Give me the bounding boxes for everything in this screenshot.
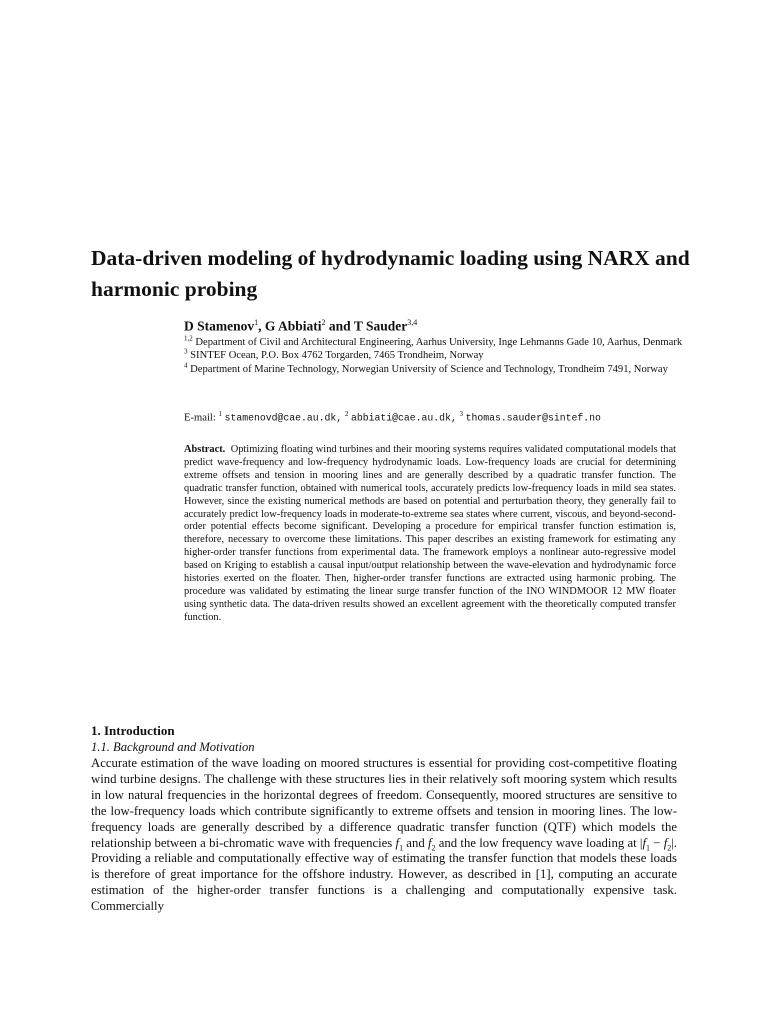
affiliation-text: Department of Civil and Architectural Engineering, Aarhus University, Inge Lehmanns Gade 10, Aarhus, Denmark — [195, 337, 683, 348]
abstract-label: Abstract. — [184, 444, 226, 455]
affiliation — [184, 363, 684, 376]
math-symbol: f — [663, 835, 668, 850]
section-heading: 1. Introduction — [91, 723, 175, 738]
abstract-text: Optimizing floating wind turbines and their mooring systems requires validated computational models that predict wave-frequency and low-frequency hydrodynamic loads. Low-frequency loads are crucial for determining extreme offsets and tension in mooring lines and are generally described by a quadratic transfer function. The quadratic transfer function, obtained with numerical tools, accurately predicts low-frequency loads in mild sea states. However, since the existing numerical methods are based on potential and perturbation theory, they generally fail to accurately predict low-frequency loads in moderate-to-extreme sea states where current, viscous, and beyond-second-order potential effects become significant. Developing a procedure for empirical transfer function estimation is, therefore, necessary to overcome these limitations. This paper describes an existing framework for estimating any higher-order transfer functions from experimental data. The framework employs a nonlinear auto-regressive model based on Kriging to establish a causal input/output relationship between the wave-elevation and hydrodynamic force histories exerted on the floater. Then, higher-order transfer functions are extracted using harmonic probing. The procedure was validated by estimating the linear surge transfer function of the INO WINDMOOR 12 MW floater using synthetic data. The data-driven results showed an excellent agreement with the theoretically computed transfer function. — [184, 444, 677, 623]
email-link[interactable]: abbiati@cae.au.dk, — [351, 412, 457, 424]
email-link[interactable]: thomas.sauder@sintef.no — [465, 412, 601, 424]
email-label: E-mail: — [184, 412, 216, 424]
affiliation-text: Department of Marine Technology, Norwegian University of Science and Technology, Trondheim 7491, Norway — [190, 363, 668, 375]
math-subscript: 1 — [646, 843, 651, 853]
author-affiliation-mark: 2 — [321, 318, 326, 327]
affiliation-text: SINTEF Ocean, P.O. Box 4762 Torgarden, 7465 Trondheim, Norway — [190, 350, 484, 362]
math-subscript: 2 — [431, 843, 436, 853]
body-paragraph — [91, 756, 677, 915]
paper-title: Data-driven modeling of hydrodynamic loading using NARX and harmonic probing — [91, 246, 690, 301]
body-text: and — [403, 835, 428, 850]
math-subscript: 2 — [667, 843, 672, 853]
affiliation-mark: 1,2 — [184, 334, 193, 343]
affiliation — [184, 336, 684, 349]
math-subscript: 1 — [399, 843, 404, 853]
math-operator: − — [650, 835, 664, 850]
affiliation-list — [184, 336, 684, 376]
email-mark: 3 — [459, 410, 463, 418]
author-separator: and — [325, 318, 354, 334]
math-symbol: f — [427, 835, 432, 850]
body-text: |. Providing a reliable and computationally effective way of estimating the transfer function that models these loads is therefore of great importance for the offshore industry. However, as described in [1], computing an accurate estimation of the higher-order transfer functions is a challenging and computationally expensive task. Commercially — [91, 835, 677, 914]
affiliation — [184, 349, 684, 362]
subsection-heading: 1.1. Background and Motivation — [91, 740, 255, 754]
email-line — [184, 410, 601, 424]
affiliation-mark: 4 — [184, 361, 188, 370]
author-affiliation-mark: 1 — [254, 318, 259, 327]
math-symbol: f — [642, 835, 647, 850]
body-text: Accurate estimation of the wave loading on moored structures is essential for providing cost-competitive floating wind turbine designs. The challenge with these structures lies in their relatively soft mooring system which results in low natural frequencies in the horizontal degrees of freedom. Consequently, moored structures are sensitive to the low-frequency loads which contribute significantly to extreme offsets and tension in mooring lines. The low-frequency loads are generally described by a difference quadratic transfer function (QTF) which models the relationship between a bi-chromatic wave with frequencies — [91, 756, 677, 850]
body-text: and the low frequency wave loading at | — [435, 835, 643, 850]
author-name: D Stamenov — [184, 318, 255, 334]
math-symbol: f — [395, 835, 400, 850]
author-list — [184, 318, 417, 335]
abstract — [184, 444, 676, 625]
author-separator: , — [258, 318, 265, 334]
affiliation-mark: 3 — [184, 347, 188, 356]
email-mark: 2 — [344, 410, 349, 418]
email-mark: 1 — [218, 410, 222, 418]
author-affiliation-mark: 3,4 — [407, 318, 418, 327]
author-name: T Sauder — [353, 318, 408, 334]
author-name: G Abbiati — [264, 318, 322, 334]
email-link[interactable]: stamenovd@cae.au.dk, — [224, 412, 343, 424]
